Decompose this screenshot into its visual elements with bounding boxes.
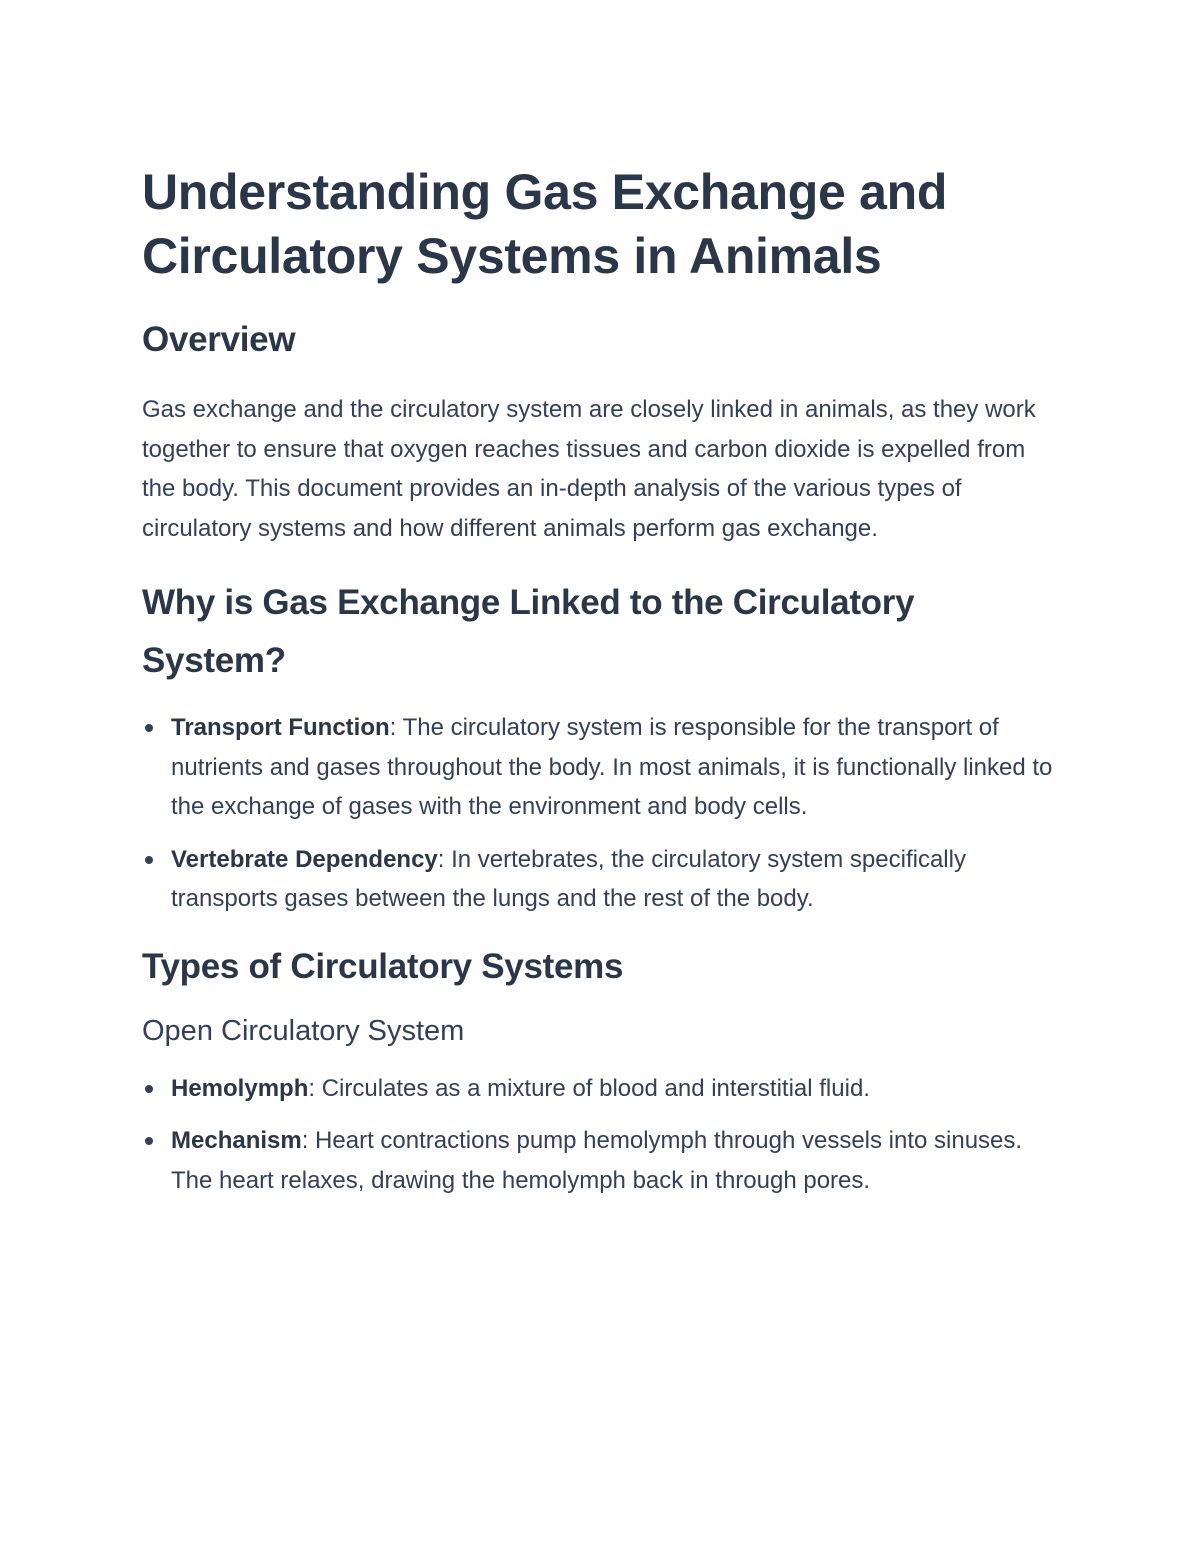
- list-item: [142, 1069, 1058, 1109]
- overview-heading: Overview: [142, 320, 296, 359]
- list-item-text: : The circulatory system is responsible for the transport of nutrients and gases throughout the body. In most animals, it is functionally linked to the exchange of gases with the environment and body cells.: [171, 714, 1053, 820]
- why-linked-section: [142, 574, 1058, 919]
- bullet-icon: [145, 1137, 153, 1145]
- bullet-icon: [145, 724, 153, 732]
- list-item-text: : Circulates as a mixture of blood and interstitial fluid.: [308, 1074, 870, 1102]
- open-system-list: [142, 1069, 1058, 1201]
- list-item-term: Mechanism: [171, 1127, 302, 1154]
- list-item-text: : Heart contractions pump hemolymph through vessels into sinuses. The heart relaxes, drawing the hemolymph back in through pores.: [171, 1127, 1023, 1194]
- why-linked-list: [142, 708, 1058, 919]
- list-item: [142, 840, 1058, 919]
- why-linked-heading: Why is Gas Exchange Linked to the Circulatory System?: [142, 583, 915, 680]
- types-section: [142, 943, 1058, 1201]
- types-heading: Types of Circulatory Systems: [142, 946, 624, 986]
- list-item: [142, 708, 1058, 827]
- list-item: [142, 1121, 1058, 1200]
- open-system-heading: Open Circulatory System: [142, 1014, 465, 1047]
- document-title: Understanding Gas Exchange and Circulatory Systems in Animals: [142, 164, 948, 284]
- list-item-term: Transport Function: [171, 714, 390, 741]
- overview-paragraph: Gas exchange and the circulatory system are closely linked in animals, as they work together to ensure that oxygen reaches tissues and carbon dioxide is expelled from the body. This document provides an in-depth analysis of the various types of circulatory systems and how different animals perform gas exchange.: [142, 396, 1036, 542]
- overview-section: [142, 316, 1058, 548]
- bullet-icon: [145, 1085, 153, 1093]
- list-item-text: : In vertebrates, the circulatory system specifically transports gases between the lungs and the rest of the body.: [171, 845, 966, 912]
- list-item-term: Vertebrate Dependency: [171, 845, 438, 873]
- list-item-term: Hemolymph: [171, 1074, 309, 1102]
- bullet-icon: [145, 856, 153, 864]
